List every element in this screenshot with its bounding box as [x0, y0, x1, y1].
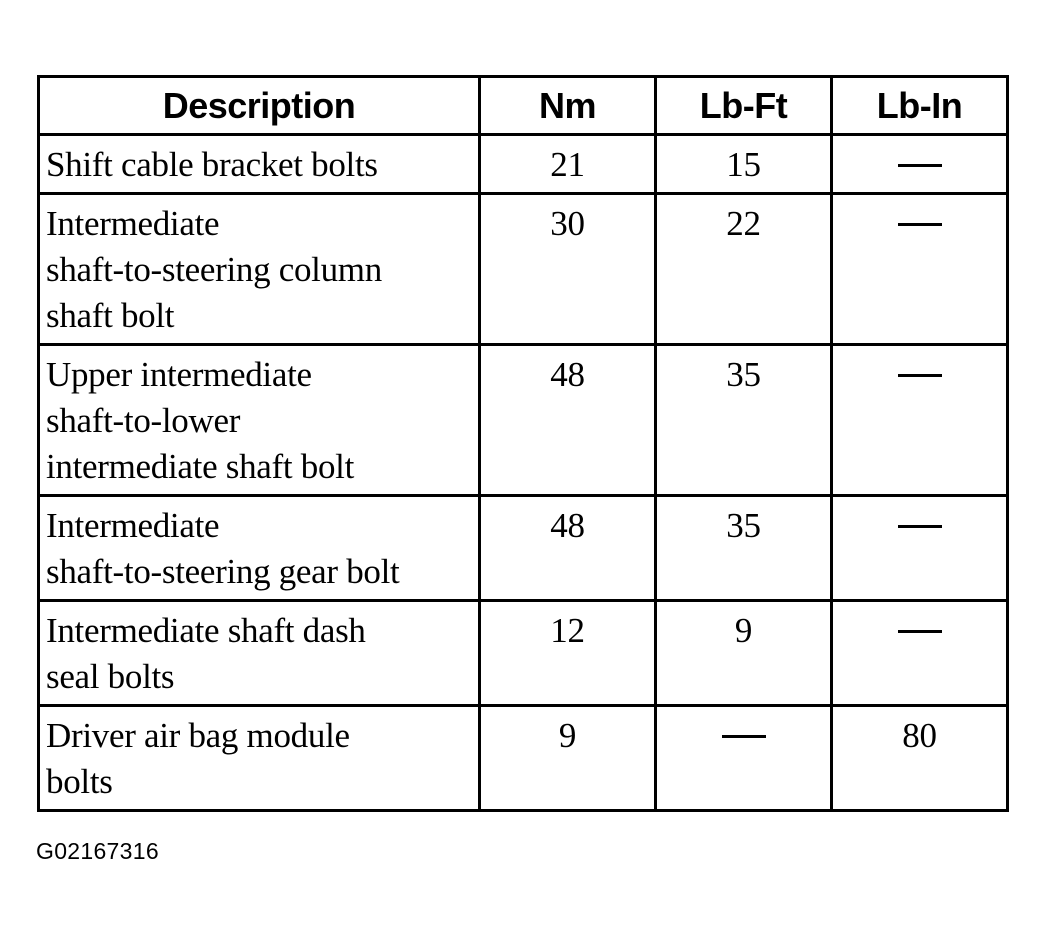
value-lbft: 35 — [726, 355, 761, 394]
value-nm: 9 — [558, 716, 577, 755]
header-row — [39, 77, 1008, 135]
table-body — [39, 135, 1008, 811]
cell-lbft — [656, 135, 832, 194]
description-line: Intermediate shaft dash — [46, 611, 366, 650]
description-line: shaft-to-steering column — [46, 250, 382, 289]
column-header-lbin: Lb-In — [832, 77, 1008, 135]
value-nm: 12 — [550, 611, 585, 650]
cell-lbin — [832, 194, 1008, 345]
cell-nm — [480, 706, 656, 811]
table-row — [39, 601, 1008, 706]
cell-description — [39, 345, 480, 496]
column-header-lbft: Lb-Ft — [656, 77, 832, 135]
table-row — [39, 345, 1008, 496]
description-line: Driver air bag module — [46, 716, 350, 755]
value-lbft — [722, 735, 766, 738]
cell-lbin — [832, 345, 1008, 496]
description-line: shaft-to-lower — [46, 401, 241, 440]
cell-description — [39, 496, 480, 601]
cell-lbft — [656, 601, 832, 706]
cell-lbin — [832, 601, 1008, 706]
table-row — [39, 496, 1008, 601]
value-lbin — [898, 223, 942, 226]
column-header-nm: Nm — [480, 77, 656, 135]
cell-description — [39, 601, 480, 706]
value-nm: 48 — [550, 506, 585, 545]
table-row — [39, 135, 1008, 194]
value-lbin — [898, 525, 942, 528]
cell-nm — [480, 601, 656, 706]
description-line: Upper intermediate — [46, 355, 312, 394]
description-line: bolts — [46, 762, 113, 801]
cell-nm — [480, 135, 656, 194]
description-line: Intermediate — [46, 204, 220, 243]
value-lbft: 15 — [726, 145, 761, 184]
value-lbft: 9 — [734, 611, 753, 650]
cell-lbin — [832, 706, 1008, 811]
table-row — [39, 194, 1008, 345]
value-lbft: 35 — [726, 506, 761, 545]
value-lbft: 22 — [726, 204, 761, 243]
value-lbin: 80 — [902, 716, 937, 755]
cell-lbft — [656, 345, 832, 496]
description-line: Intermediate — [46, 506, 220, 545]
cell-nm — [480, 194, 656, 345]
cell-lbft — [656, 706, 832, 811]
value-lbin — [898, 164, 942, 167]
value-nm: 48 — [550, 355, 585, 394]
cell-description — [39, 194, 480, 345]
cell-lbin — [832, 135, 1008, 194]
value-nm: 30 — [550, 204, 585, 243]
description-line: shaft-to-steering gear bolt — [46, 552, 400, 591]
torque-spec-table — [37, 75, 1009, 812]
cell-description — [39, 706, 480, 811]
cell-nm — [480, 496, 656, 601]
table-header — [39, 77, 1008, 135]
description-line: Shift cable bracket bolts — [46, 145, 378, 184]
column-header-description: Description — [39, 77, 480, 135]
cell-lbin — [832, 496, 1008, 601]
value-lbin — [898, 374, 942, 377]
value-nm: 21 — [550, 145, 585, 184]
description-line: shaft bolt — [46, 296, 175, 335]
table-row — [39, 706, 1008, 811]
cell-lbft — [656, 496, 832, 601]
cell-lbft — [656, 194, 832, 345]
cell-description — [39, 135, 480, 194]
figure-reference-code: G02167316 — [36, 838, 159, 864]
description-line: seal bolts — [46, 657, 175, 696]
description-line: intermediate shaft bolt — [46, 447, 354, 486]
value-lbin — [898, 630, 942, 633]
cell-nm — [480, 345, 656, 496]
